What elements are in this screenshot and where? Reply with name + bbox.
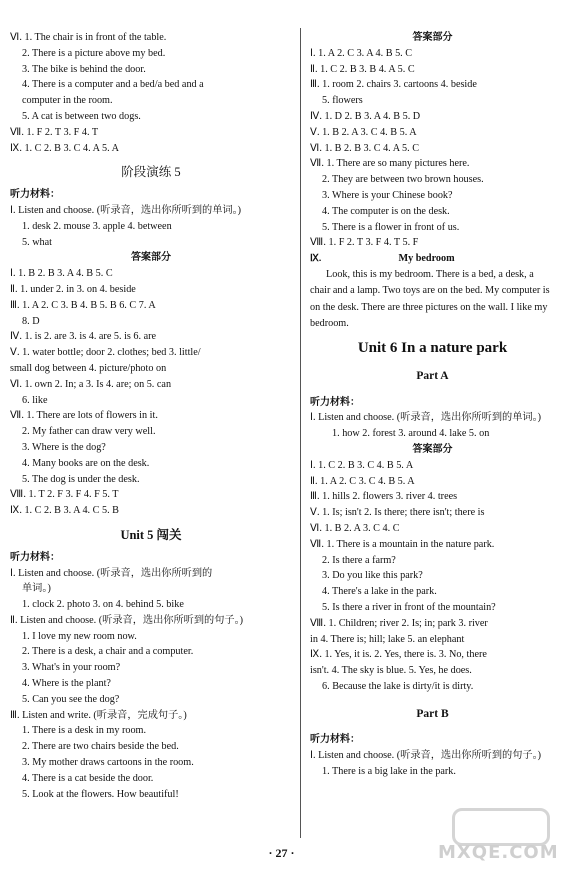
watermark-logo	[452, 808, 550, 846]
text-line: 4. The computer is on the desk.	[322, 205, 450, 217]
text-line: 1. There is a desk in my room.	[22, 725, 147, 737]
unit-title: Unit 6 In a nature park	[357, 339, 508, 356]
text-line: 4. There is a cat beside the door.	[22, 772, 154, 784]
text-line: Ⅴ. 1. B 2. A 3. C 4. B 5. A	[310, 126, 417, 138]
text-line: Ⅶ. 1. There is a mountain in the nature park.	[310, 538, 495, 550]
text-line: Ⅰ. Listen and choose. (听录音，选出你所听到的句子。)	[310, 750, 542, 762]
text-line: Ⅱ. Listen and choose. (听录音，选出你所听到的句子。)	[10, 614, 244, 626]
text-line: Ⅵ. 1. own 2. In; a 3. Is 4. are; on 5. can	[10, 378, 172, 390]
text-line: 2. There is a desk, a chair and a computer.	[22, 646, 194, 658]
text-line: Ⅵ. 1. B 2. B 3. C 4. A 5. C	[310, 142, 420, 154]
text-line: 1. clock 2. photo 3. on 4. behind 5. bike	[22, 599, 184, 611]
text-line: Ⅷ. 1. T 2. F 3. F 4. F 5. T	[10, 489, 119, 501]
text-line: Ⅰ. Listen and choose. (听录音，选出你所听到的单词。)	[10, 204, 242, 216]
listening-label: 听力材料：	[10, 189, 60, 201]
text-line: in 4. There is; hill; lake 5. an elephant	[310, 633, 465, 645]
text-line: 6. Because the lake is dirty/it is dirty.	[322, 680, 474, 692]
answer-label: 答案部分	[131, 252, 171, 264]
text-line: Ⅲ. Listen and write. (听录音，完成句子。)	[10, 709, 187, 721]
text-line: isn't. 4. The sky is blue. 5. Yes, he does.	[310, 665, 472, 677]
text-line: 1. There is a big lake in the park.	[322, 766, 456, 778]
text-line: Ⅳ. 1. is 2. are 3. is 4. are 5. is 6. are	[10, 331, 157, 343]
text-line: Ⅸ. 1. Yes, it is. 2. Yes, there is. 3. No, there	[310, 649, 487, 661]
text-line: Ⅷ. 1. F 2. T 3. F 4. T 5. F	[310, 237, 419, 249]
text-line: Ⅶ. 1. There are so many pictures here.	[310, 158, 470, 170]
text-line: 3. Where is the dog?	[22, 441, 106, 453]
text-line: 单词。)	[22, 583, 51, 595]
text-line: 3. The bike is behind the door.	[22, 63, 146, 75]
page-number: · 27 ·	[268, 846, 295, 860]
text-line: Ⅸ. 1. C 2. B 3. A 4. C 5. B	[10, 505, 119, 517]
text-line: 4. There is a computer and a bed/a bed and a	[22, 79, 204, 91]
section-heading: 阶段演练 5	[121, 165, 181, 180]
text-line: Ⅷ. 1. Children; river 2. Is; in; park 3. river	[310, 617, 488, 629]
text-line: Ⅰ. Listen and choose. (听录音，选出你所听到的	[10, 567, 213, 579]
left-column	[10, 30, 292, 802]
text-line: 2. There is a picture above my bed.	[22, 47, 166, 59]
right-column	[310, 30, 555, 780]
text-line: Ⅰ. 1. A 2. C 3. A 4. B 5. C	[310, 47, 413, 59]
listening-label: 听力材料：	[310, 396, 360, 408]
writing-paragraph: Look, this is my bedroom. There is a bed, a desk, a chair and a lamp. Two toys are on the bed. My computer is on the desk. There are three pictures on the wall. I like my bedroom.	[310, 268, 550, 330]
text-line: Ⅱ. 1. under 2. in 3. on 4. beside	[10, 283, 136, 295]
text-line: Ⅳ. 1. D 2. B 3. A 4. B 5. D	[310, 110, 421, 122]
text-line: 3. What's in your room?	[22, 662, 121, 674]
watermark	[438, 808, 558, 866]
watermark-text: MXQE.COM	[438, 842, 559, 863]
text-line: 5. what	[22, 236, 52, 248]
text-line: Ⅶ. 1. F 2. T 3. F 4. T	[10, 126, 99, 138]
writing-title: My bedroom	[398, 253, 455, 265]
section-heading: Unit 5 闯关	[120, 527, 182, 542]
listening-label: 听力材料：	[10, 551, 60, 563]
text-line: 4. Where is the plant?	[22, 678, 111, 690]
writing-heading-row	[310, 251, 555, 267]
listening-label: 听力材料：	[310, 734, 360, 746]
text-line: 4. There's a lake in the park.	[322, 586, 437, 598]
text-line: 5. A cat is between two dogs.	[22, 110, 141, 122]
part-heading: Part B	[416, 707, 449, 720]
text-line: 1. how 2. forest 3. around 4. lake 5. on	[332, 428, 490, 440]
text-line: Ⅰ. 1. B 2. B 3. A 4. B 5. C	[10, 268, 113, 280]
text-line: Ⅱ. 1. A 2. C 3. C 4. B 5. A	[310, 475, 415, 487]
part-heading: Part A	[416, 369, 449, 382]
text-line: Ⅰ. 1. C 2. B 3. C 4. B 5. A	[310, 459, 414, 471]
text-line: 2. They are between two brown houses.	[322, 174, 484, 186]
text-line: Ⅸ. 1. C 2. B 3. C 4. A 5. A	[10, 142, 119, 154]
text-line: 5. Is there a river in front of the mountain?	[322, 601, 496, 613]
writing-label: Ⅸ.	[310, 253, 322, 265]
text-line: 5. The dog is under the desk.	[22, 473, 140, 485]
text-line: 2. Is there a farm?	[322, 554, 396, 566]
text-line: 3. Do you like this park?	[322, 570, 423, 582]
text-line: Ⅱ. 1. C 2. B 3. B 4. A 5. C	[310, 63, 415, 75]
text-line: 1. desk 2. mouse 3. apple 4. between	[22, 220, 172, 232]
text-line: 1. I love my new room now.	[22, 630, 137, 642]
answer-label: 答案部分	[412, 32, 453, 43]
text-line: Ⅴ. 1. water bottle; door 2. clothes; bed 3. little/	[10, 347, 201, 359]
text-line: 2. My father can draw very well.	[22, 426, 156, 438]
text-line: Ⅲ. 1. hills 2. flowers 3. river 4. trees	[310, 491, 458, 503]
text-line: Ⅲ. 1. room 2. chairs 3. cartoons 4. beside	[310, 79, 477, 91]
text-line: 3. My mother draws cartoons in the room.	[22, 757, 194, 769]
column-divider	[300, 28, 301, 838]
text-line: 5. There is a flower in front of us.	[322, 221, 460, 233]
text-line: computer in the room.	[22, 95, 113, 107]
text-line: 5. flowers	[322, 95, 363, 107]
text-line: Ⅵ. 1. The chair is in front of the table.	[10, 32, 167, 43]
text-line: small dog between 4. picture/photo on	[10, 362, 167, 374]
text-line: Ⅰ. Listen and choose. (听录音，选出你所听到的单词。)	[310, 412, 542, 424]
text-line: 6. like	[22, 394, 48, 406]
answer-label: 答案部分	[412, 443, 453, 455]
text-line: Ⅶ. 1. There are lots of flowers in it.	[10, 410, 158, 422]
text-line: 5. Can you see the dog?	[22, 693, 120, 705]
text-line: 5. Look at the flowers. How beautiful!	[22, 788, 179, 800]
text-line: Ⅲ. 1. A 2. C 3. B 4. B 5. B 6. C 7. A	[10, 299, 156, 311]
text-line: Ⅵ. 1. B 2. A 3. C 4. C	[310, 522, 400, 534]
text-line: 3. Where is your Chinese book?	[322, 189, 453, 201]
text-line: 2. There are two chairs beside the bed.	[22, 741, 179, 753]
text-line: 8. D	[22, 315, 40, 327]
text-line: Ⅴ. 1. Is; isn't 2. Is there; there isn't; there is	[310, 507, 485, 519]
text-line: 4. Many books are on the desk.	[22, 457, 150, 469]
